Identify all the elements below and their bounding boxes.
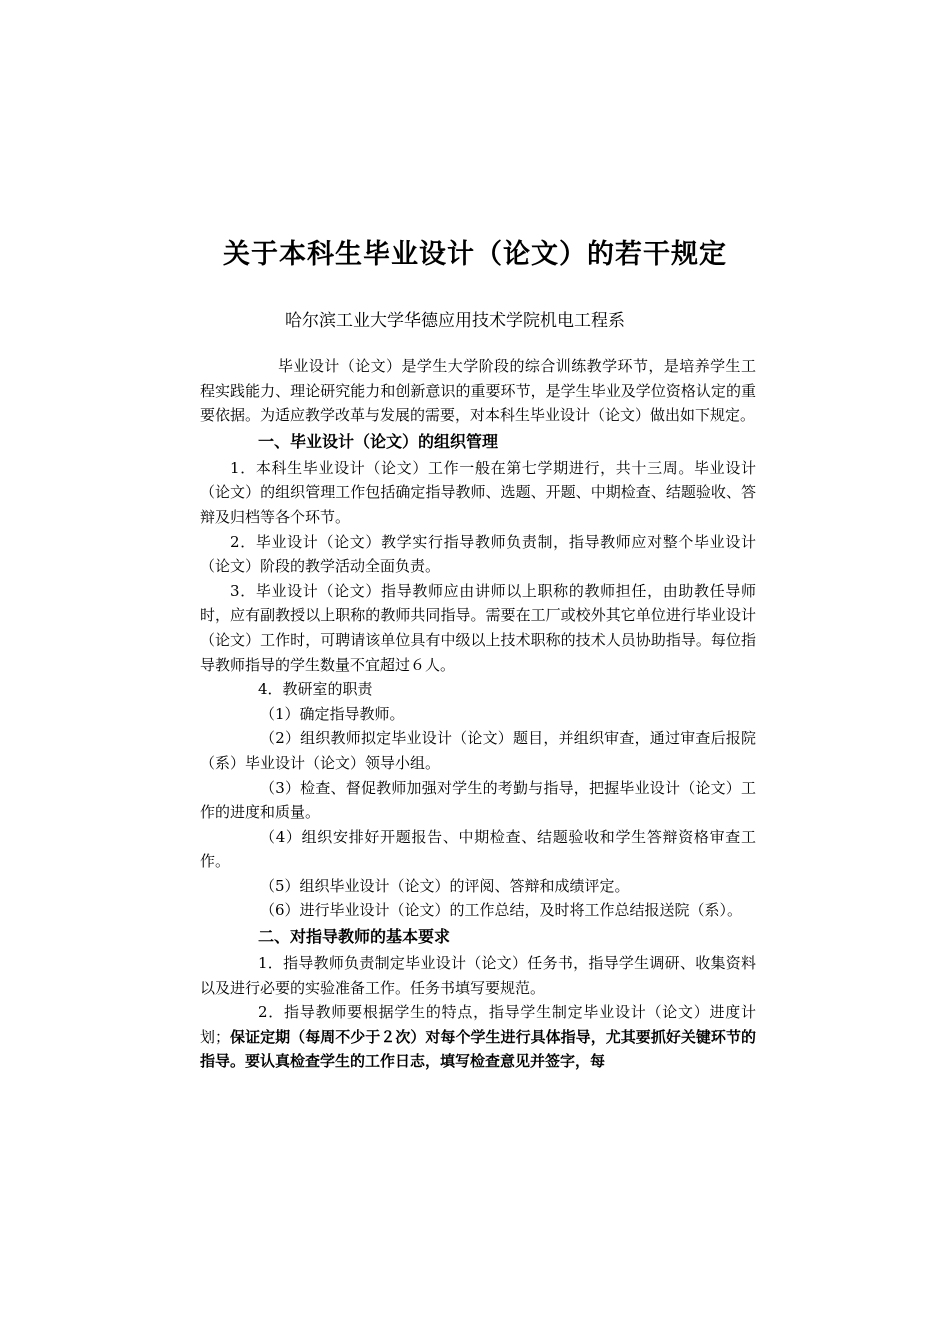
duty-item-1: （1）确定指导教师。 xyxy=(260,704,405,723)
section-2-paragraph-1: 1．指导教师负责制定毕业设计（论文）任务书，指导学生调研、收集资料以及进行必要的实验准备工作。任务书填写要规范。 xyxy=(200,954,756,997)
section-1-paragraph-4: 4．教研室的职责 xyxy=(258,680,373,699)
document-subtitle: 哈尔滨工业大学华德应用技术学院机电工程系 xyxy=(285,311,625,331)
section-1-heading: 一、毕业设计（论文）的组织管理 xyxy=(258,431,499,451)
section-1-paragraph-1: 1．本科生毕业设计（论文）工作一般在第七学期进行，共十三周。毕业设计（论文）的组织管理工作包括确定指导教师、选题、开题、中期检查、结题验收、答辩及归档等各个环节。 xyxy=(200,458,756,526)
section-2-heading: 二、对指导教师的基本要求 xyxy=(258,927,451,947)
section-1-paragraph-2: 2．毕业设计（论文）教学实行指导教师负责制，指导教师应对整个毕业设计（论文）阶段的教学活动全面负责。 xyxy=(200,532,756,576)
section-1-paragraph-3: 3．毕业设计（论文）指导教师应由讲师以上职称的教师担任，由助教任导师时，应有副教授以上职称的教师共同指导。需要在工厂或校外其它单位进行毕业设计（论文）工作时，可聘请该单位具有中级以上技术职称的技术人员协助指导。每位指导教师指导的学生数量不宜超过６人。 xyxy=(200,581,756,674)
section-2-paragraph-2-normal: 2．指导教师要根据学生的特点，指导学生制定毕业设计（论文）进度计划； xyxy=(200,1003,756,1046)
section-2-paragraph-2 xyxy=(200,1000,756,1074)
duty-item-2: （2）组织教师拟定毕业设计（论文）题目，并组织审查，通过审查后报院（系）毕业设计（论文）领导小组。 xyxy=(200,729,756,772)
document-title: 关于本科生毕业设计（论文）的若干规定 xyxy=(223,239,727,270)
duty-item-3: （3）检查、督促教师加强对学生的考勤与指导，把握毕业设计（论文）工作的进度和质量。 xyxy=(200,778,756,822)
duty-item-5: （5）组织毕业设计（论文）的评阅、答辩和成绩评定。 xyxy=(260,876,630,895)
document-body xyxy=(200,354,756,1074)
duty-item-6: （6）进行毕业设计（论文）的工作总结，及时将工作总结报送院（系）。 xyxy=(260,901,743,920)
section-2-paragraph-2-bold: 保证定期（每周不少于２次）对每个学生进行具体指导，尤其要抓好关键环节的指导。要认真检查学生的工作日志，填写检查意见并签字，每 xyxy=(200,1027,756,1071)
duty-item-4: （4）组织安排好开题报告、中期检查、结题验收和学生答辩资格审查工作。 xyxy=(200,827,756,871)
intro-paragraph: 毕业设计（论文）是学生大学阶段的综合训练教学环节，是培养学生工程实践能力、理论研究能力和创新意识的重要环节，是学生毕业及学位资格认定的重要依据。为适应教学改革与发展的需要，对本科生毕业设计（论文）做出如下规定。 xyxy=(200,357,756,425)
